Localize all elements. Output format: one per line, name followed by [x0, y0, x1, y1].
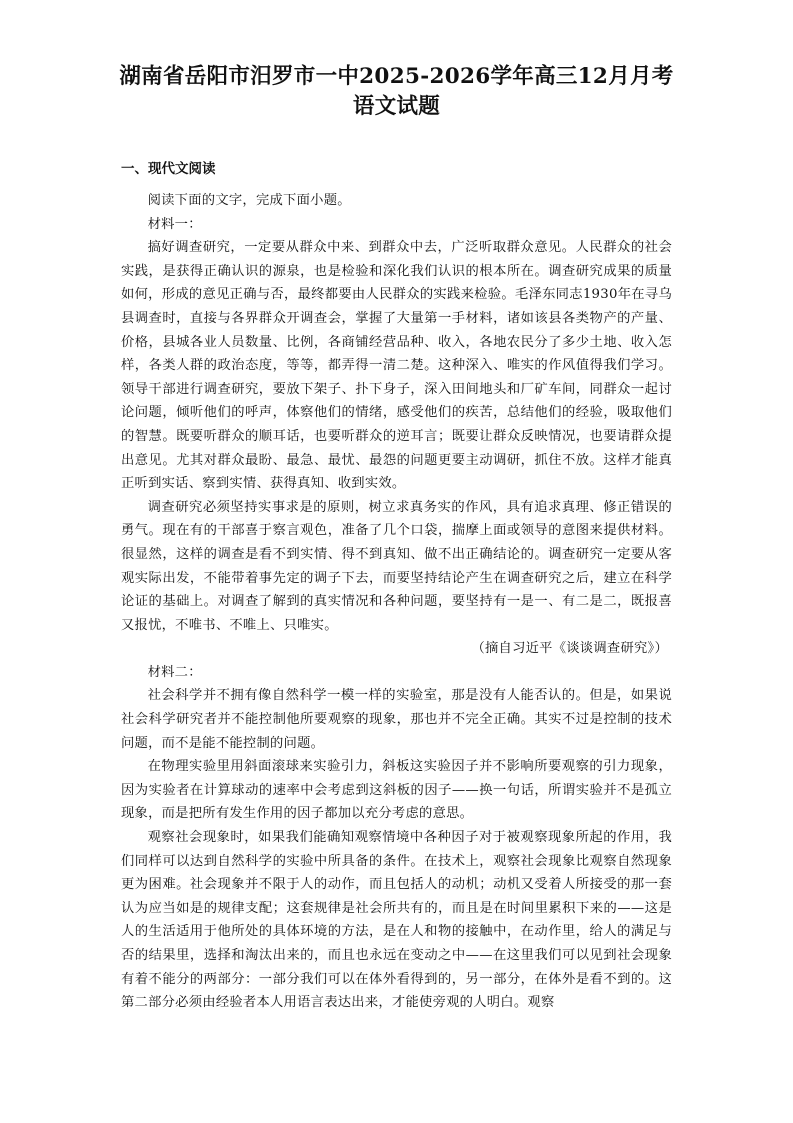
material2-paragraph: 观察社会现象时，如果我们能确知观察情境中各种因子对于被观察现象所起的作用，我们同样可以达到自然科学的实验中所具备的条件。在技术上，观察社会现象比观察自然现象更为困难。社会现象并不限于人的动作，而且包括人的动机；动机又受着人所接受的那一套认为应当如是的规律支配；这套规律是社会所共有的，而且是在时间里累积下来的——这是人的生活适用于他所处的具体环境的方法，是在人和物的接触中，在动作里，给人的满足与否的结果里，选择和淘汰出来的，而且也永远在变动之中——在这里我们可以见到社会现象有着不能分的两部分：一部分我们可以在体外看得到的，另一部分，在体外是看不到的。这第二部分必须由经验者本人用语言表达出来，才能使旁观的人明白。观察 — [121, 830, 672, 1011]
material2-paragraph: 在物理实验里用斜面滚球来实验引力，斜板这实验因子并不影响所要观察的引力现象，因为实验者在计算球动的速率中会考虑到这斜板的因子——换一句话，所谓实验并不是孤立现象，而是把所有发生作用的因子都加以充分考虑的意思。 — [121, 759, 672, 822]
page-title: 湖南省岳阳市汨罗市一中2025-2026学年高三12月月考语文试题 — [119, 64, 674, 119]
material2-label: 材料二： — [147, 664, 202, 680]
instruction-text: 阅读下面的文字，完成下面小题。 — [147, 193, 351, 208]
material1-paragraph: 调查研究必须坚持实事求是的原则，树立求真务实的作风，具有追求真理、修正错误的勇气。现在有的干部喜于察言观色，准备了几个口袋，揣摩上面或领导的意图来提供材料。很显然，这样的调查是看不到实情、得不到真知、做不出正确结论的。调查研究一定要从客观实际出发，不能带着事先定的调子下去，而要坚持结论产生在调查研究之后，建立在科学论证的基础上。对调查了解到的真实情况和各种问题，要坚持有一是一、有二是二，既报喜又报忧，不唯书、不唯上、只唯实。 — [121, 499, 672, 633]
section-heading: 一、现代文阅读 — [121, 161, 216, 177]
material1-source: （摘自习近平《谈谈调查研究》） — [471, 641, 668, 657]
material1-paragraph: 搞好调查研究，一定要从群众中来、到群众中去，广泛听取群众意见。人民群众的社会实践，是获得正确认识的源泉，也是检验和深化我们认识的根本所在。调查研究成果的质量如何，形成的意见正确与否，最终都要由人民群众的实践来检验。毛泽东同志1930年在寻乌县调查时，直接与各界群众开调查会，掌握了大量第一手材料，诸如该县各类物产的产量、价格，县城各业人员数量、比例，各商铺经营品种、收入，各地农民分了多少土地、收入怎样，各类人群的政治态度，等等，都弄得一清二楚。这种深入、唯实的作风值得我们学习。领导干部进行调查研究，要放下架子、扑下身子，深入田间地头和厂矿车间，同群众一起讨论问题，倾听他们的呼声，体察他们的情绪，感受他们的疾苦，总结他们的经验，吸取他们的智慧。既要听群众的顺耳话，也要听群众的逆耳言；既要让群众反映情况，也要请群众提出意见。尤其对群众最盼、最急、最忧、最怨的问题更要主动调研，抓住不放。这样才能真正听到实话、察到实情、获得真知、收到实效。 — [121, 240, 672, 492]
reading-passage — [121, 189, 672, 1015]
material1-label: 材料一： — [147, 216, 202, 232]
material2-paragraph: 社会科学并不拥有像自然科学一模一样的实验室，那是没有人能否认的。但是，如果说社会科学研究者并不能控制他所要观察的现象，那也并不完全正确。其实不过是控制的技术问题，而不是能不能控制的问题。 — [121, 688, 672, 751]
